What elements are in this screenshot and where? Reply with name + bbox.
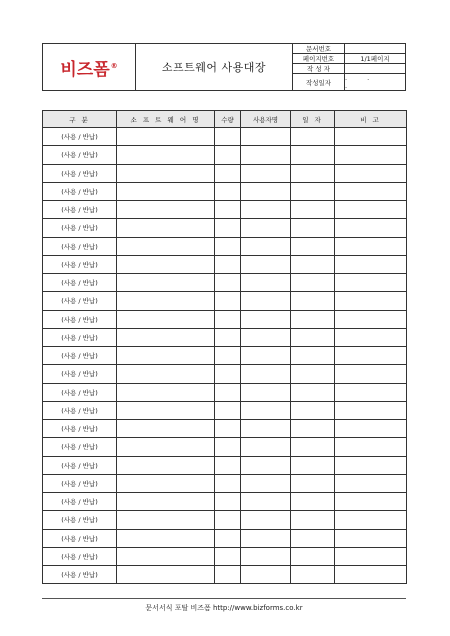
user-name-cell[interactable] xyxy=(241,255,291,273)
row-category-cell[interactable]: (사용 / 반납) xyxy=(43,474,117,492)
footer-text: 문서서식 포탈 비즈폼 http://www.bizforms.co.kr xyxy=(145,604,303,612)
quantity-cell[interactable] xyxy=(215,310,241,328)
software-name-cell[interactable] xyxy=(117,292,215,310)
quantity-cell[interactable] xyxy=(215,128,241,146)
software-name-cell[interactable] xyxy=(117,347,215,365)
user-name-cell[interactable] xyxy=(241,219,291,237)
table-body xyxy=(43,128,407,584)
remarks-cell[interactable] xyxy=(335,292,407,310)
date-cell[interactable] xyxy=(291,383,335,401)
remarks-cell[interactable] xyxy=(335,493,407,511)
date-cell[interactable] xyxy=(291,328,335,346)
table-row xyxy=(43,219,407,237)
document-header xyxy=(42,43,406,91)
remarks-cell[interactable] xyxy=(335,401,407,419)
quantity-cell[interactable] xyxy=(215,219,241,237)
quantity-cell[interactable] xyxy=(215,201,241,219)
table-row xyxy=(43,347,407,365)
table-row xyxy=(43,328,407,346)
row-category-cell[interactable]: (사용 / 반납) xyxy=(43,511,117,529)
row-category-cell[interactable]: (사용 / 반납) xyxy=(43,365,117,383)
software-name-cell[interactable] xyxy=(117,401,215,419)
meta-value[interactable] xyxy=(345,44,405,53)
software-name-cell[interactable] xyxy=(117,383,215,401)
table-header-row xyxy=(43,111,407,128)
date-cell[interactable] xyxy=(291,474,335,492)
row-category-cell[interactable]: (사용 / 반납) xyxy=(43,456,117,474)
software-name-cell[interactable] xyxy=(117,420,215,438)
table-row xyxy=(43,164,407,182)
remarks-cell[interactable] xyxy=(335,146,407,164)
row-category-cell[interactable]: (사용 / 반납) xyxy=(43,292,117,310)
quantity-cell[interactable] xyxy=(215,274,241,292)
document-title: 소프트웨어 사용대장 xyxy=(136,44,293,90)
column-header-category: 구 분 xyxy=(43,111,117,128)
quantity-cell[interactable] xyxy=(215,401,241,419)
remarks-cell[interactable] xyxy=(335,420,407,438)
remarks-cell[interactable] xyxy=(335,365,407,383)
remarks-cell[interactable] xyxy=(335,529,407,547)
column-header-date: 일 자 xyxy=(291,111,335,128)
row-category-cell[interactable]: (사용 / 반납) xyxy=(43,164,117,182)
quantity-cell[interactable] xyxy=(215,365,241,383)
user-name-cell[interactable] xyxy=(241,511,291,529)
column-header-remarks: 비 고 xyxy=(335,111,407,128)
user-name-cell[interactable] xyxy=(241,292,291,310)
table-row xyxy=(43,383,407,401)
table-row xyxy=(43,529,407,547)
quantity-cell[interactable] xyxy=(215,182,241,200)
row-category-cell[interactable]: (사용 / 반납) xyxy=(43,182,117,200)
meta-label: 페이지번호 xyxy=(293,54,345,63)
software-name-cell[interactable] xyxy=(117,566,215,584)
date-cell[interactable] xyxy=(291,511,335,529)
software-name-cell[interactable] xyxy=(117,493,215,511)
software-name-cell[interactable] xyxy=(117,128,215,146)
table-row xyxy=(43,255,407,273)
meta-row-author xyxy=(293,64,405,74)
user-name-cell[interactable] xyxy=(241,146,291,164)
quantity-cell[interactable] xyxy=(215,328,241,346)
user-name-cell[interactable] xyxy=(241,401,291,419)
date-cell[interactable] xyxy=(291,438,335,456)
table-row xyxy=(43,511,407,529)
quantity-cell[interactable] xyxy=(215,164,241,182)
remarks-cell[interactable] xyxy=(335,164,407,182)
column-header-quantity: 수량 xyxy=(215,111,241,128)
remarks-cell[interactable] xyxy=(335,566,407,584)
remarks-cell[interactable] xyxy=(335,456,407,474)
date-cell[interactable] xyxy=(291,529,335,547)
user-name-cell[interactable] xyxy=(241,420,291,438)
remarks-cell[interactable] xyxy=(335,511,407,529)
user-name-cell[interactable] xyxy=(241,566,291,584)
software-name-cell[interactable] xyxy=(117,164,215,182)
meta-value[interactable] xyxy=(345,64,405,73)
row-category-cell[interactable]: (사용 / 반납) xyxy=(43,328,117,346)
quantity-cell[interactable] xyxy=(215,255,241,273)
user-name-cell[interactable] xyxy=(241,529,291,547)
row-category-cell[interactable]: (사용 / 반납) xyxy=(43,493,117,511)
quantity-cell[interactable] xyxy=(215,456,241,474)
quantity-cell[interactable] xyxy=(215,292,241,310)
meta-row-date xyxy=(293,74,405,90)
date-cell[interactable] xyxy=(291,128,335,146)
software-name-cell[interactable] xyxy=(117,474,215,492)
remarks-cell[interactable] xyxy=(335,547,407,565)
quantity-cell[interactable] xyxy=(215,347,241,365)
quantity-cell[interactable] xyxy=(215,237,241,255)
date-cell[interactable] xyxy=(291,401,335,419)
column-header-user-name: 사용자명 xyxy=(241,111,291,128)
table-row xyxy=(43,201,407,219)
meta-label: 문서번호 xyxy=(293,44,345,53)
date-cell[interactable] xyxy=(291,310,335,328)
meta-value[interactable]: . . . xyxy=(345,74,379,90)
meta-value[interactable]: 1/1페이지 xyxy=(360,55,390,63)
column-header-software-name: 소 프 트 웨 어 명 xyxy=(117,111,215,128)
software-name-cell[interactable] xyxy=(117,438,215,456)
table-row xyxy=(43,493,407,511)
row-category-cell[interactable]: (사용 / 반납) xyxy=(43,347,117,365)
table-row xyxy=(43,365,407,383)
remarks-cell[interactable] xyxy=(335,310,407,328)
meta-row-document-number xyxy=(293,44,405,54)
user-name-cell[interactable] xyxy=(241,347,291,365)
row-category-cell[interactable]: (사용 / 반납) xyxy=(43,219,117,237)
row-category-cell[interactable]: (사용 / 반납) xyxy=(43,237,117,255)
software-name-cell[interactable] xyxy=(117,146,215,164)
meta-label: 작성일자 xyxy=(293,74,345,90)
logo-text: 비즈폼 xyxy=(60,59,110,80)
software-name-cell[interactable] xyxy=(117,511,215,529)
row-category-cell[interactable]: (사용 / 반납) xyxy=(43,438,117,456)
table-row xyxy=(43,547,407,565)
remarks-cell[interactable] xyxy=(335,347,407,365)
date-cell[interactable] xyxy=(291,456,335,474)
remarks-cell[interactable] xyxy=(335,383,407,401)
remarks-cell[interactable] xyxy=(335,328,407,346)
table-row xyxy=(43,128,407,146)
quantity-cell[interactable] xyxy=(215,529,241,547)
row-category-cell[interactable]: (사용 / 반납) xyxy=(43,547,117,565)
software-name-cell[interactable] xyxy=(117,201,215,219)
row-category-cell[interactable]: (사용 / 반납) xyxy=(43,401,117,419)
quantity-cell[interactable] xyxy=(215,146,241,164)
meta-row-page-number xyxy=(293,54,405,64)
date-cell[interactable] xyxy=(291,566,335,584)
row-category-cell[interactable]: (사용 / 반납) xyxy=(43,566,117,584)
quantity-cell[interactable] xyxy=(215,547,241,565)
quantity-cell[interactable] xyxy=(215,420,241,438)
software-name-cell[interactable] xyxy=(117,219,215,237)
remarks-cell[interactable] xyxy=(335,255,407,273)
user-name-cell[interactable] xyxy=(241,237,291,255)
software-usage-table xyxy=(42,110,407,584)
remarks-cell[interactable] xyxy=(335,128,407,146)
row-category-cell[interactable]: (사용 / 반납) xyxy=(43,128,117,146)
table-row xyxy=(43,420,407,438)
quantity-cell[interactable] xyxy=(215,438,241,456)
user-name-cell[interactable] xyxy=(241,474,291,492)
user-name-cell[interactable] xyxy=(241,383,291,401)
table-row xyxy=(43,438,407,456)
quantity-cell[interactable] xyxy=(215,566,241,584)
date-cell[interactable] xyxy=(291,146,335,164)
logo-registered-mark: ® xyxy=(110,61,118,70)
software-name-cell[interactable] xyxy=(117,328,215,346)
software-name-cell[interactable] xyxy=(117,274,215,292)
date-cell[interactable] xyxy=(291,365,335,383)
row-category-cell[interactable]: (사용 / 반납) xyxy=(43,420,117,438)
date-cell[interactable] xyxy=(291,201,335,219)
user-name-cell[interactable] xyxy=(241,128,291,146)
user-name-cell[interactable] xyxy=(241,201,291,219)
footer-divider xyxy=(42,598,406,599)
software-name-cell[interactable] xyxy=(117,182,215,200)
remarks-cell[interactable] xyxy=(335,438,407,456)
date-cell[interactable] xyxy=(291,219,335,237)
row-category-cell[interactable]: (사용 / 반납) xyxy=(43,310,117,328)
software-name-cell[interactable] xyxy=(117,456,215,474)
row-category-cell[interactable]: (사용 / 반납) xyxy=(43,383,117,401)
date-cell[interactable] xyxy=(291,237,335,255)
software-name-cell[interactable] xyxy=(117,529,215,547)
table-row xyxy=(43,310,407,328)
table-row xyxy=(43,146,407,164)
date-cell[interactable] xyxy=(291,292,335,310)
user-name-cell[interactable] xyxy=(241,456,291,474)
user-name-cell[interactable] xyxy=(241,547,291,565)
user-name-cell[interactable] xyxy=(241,310,291,328)
quantity-cell[interactable] xyxy=(215,493,241,511)
remarks-cell[interactable] xyxy=(335,474,407,492)
bizforms-logo xyxy=(60,55,117,80)
date-cell[interactable] xyxy=(291,347,335,365)
row-category-cell[interactable]: (사용 / 반납) xyxy=(43,201,117,219)
table-row xyxy=(43,474,407,492)
table-row xyxy=(43,401,407,419)
quantity-cell[interactable] xyxy=(215,383,241,401)
date-cell[interactable] xyxy=(291,547,335,565)
remarks-cell[interactable] xyxy=(335,182,407,200)
remarks-cell[interactable] xyxy=(335,274,407,292)
date-cell[interactable] xyxy=(291,493,335,511)
user-name-cell[interactable] xyxy=(241,438,291,456)
user-name-cell[interactable] xyxy=(241,365,291,383)
table-row xyxy=(43,456,407,474)
remarks-cell[interactable] xyxy=(335,237,407,255)
date-cell[interactable] xyxy=(291,255,335,273)
software-name-cell[interactable] xyxy=(117,365,215,383)
document-meta xyxy=(293,44,405,90)
date-cell[interactable] xyxy=(291,274,335,292)
table-row xyxy=(43,274,407,292)
software-name-cell[interactable] xyxy=(117,310,215,328)
row-category-cell[interactable]: (사용 / 반납) xyxy=(43,255,117,273)
date-cell[interactable] xyxy=(291,420,335,438)
row-category-cell[interactable]: (사용 / 반납) xyxy=(43,529,117,547)
date-cell[interactable] xyxy=(291,164,335,182)
row-category-cell[interactable]: (사용 / 반납) xyxy=(43,146,117,164)
software-name-cell[interactable] xyxy=(117,255,215,273)
row-category-cell[interactable]: (사용 / 반납) xyxy=(43,274,117,292)
table-row xyxy=(43,292,407,310)
user-name-cell[interactable] xyxy=(241,182,291,200)
meta-label: 작 성 자 xyxy=(293,64,345,73)
user-name-cell[interactable] xyxy=(241,493,291,511)
table-row xyxy=(43,182,407,200)
user-name-cell[interactable] xyxy=(241,328,291,346)
table-row xyxy=(43,566,407,584)
remarks-cell[interactable] xyxy=(335,201,407,219)
quantity-cell[interactable] xyxy=(215,474,241,492)
software-name-cell[interactable] xyxy=(117,547,215,565)
date-cell[interactable] xyxy=(291,182,335,200)
user-name-cell[interactable] xyxy=(241,274,291,292)
user-name-cell[interactable] xyxy=(241,164,291,182)
quantity-cell[interactable] xyxy=(215,511,241,529)
logo-cell xyxy=(43,44,136,90)
software-name-cell[interactable] xyxy=(117,237,215,255)
remarks-cell[interactable] xyxy=(335,219,407,237)
table-row xyxy=(43,237,407,255)
